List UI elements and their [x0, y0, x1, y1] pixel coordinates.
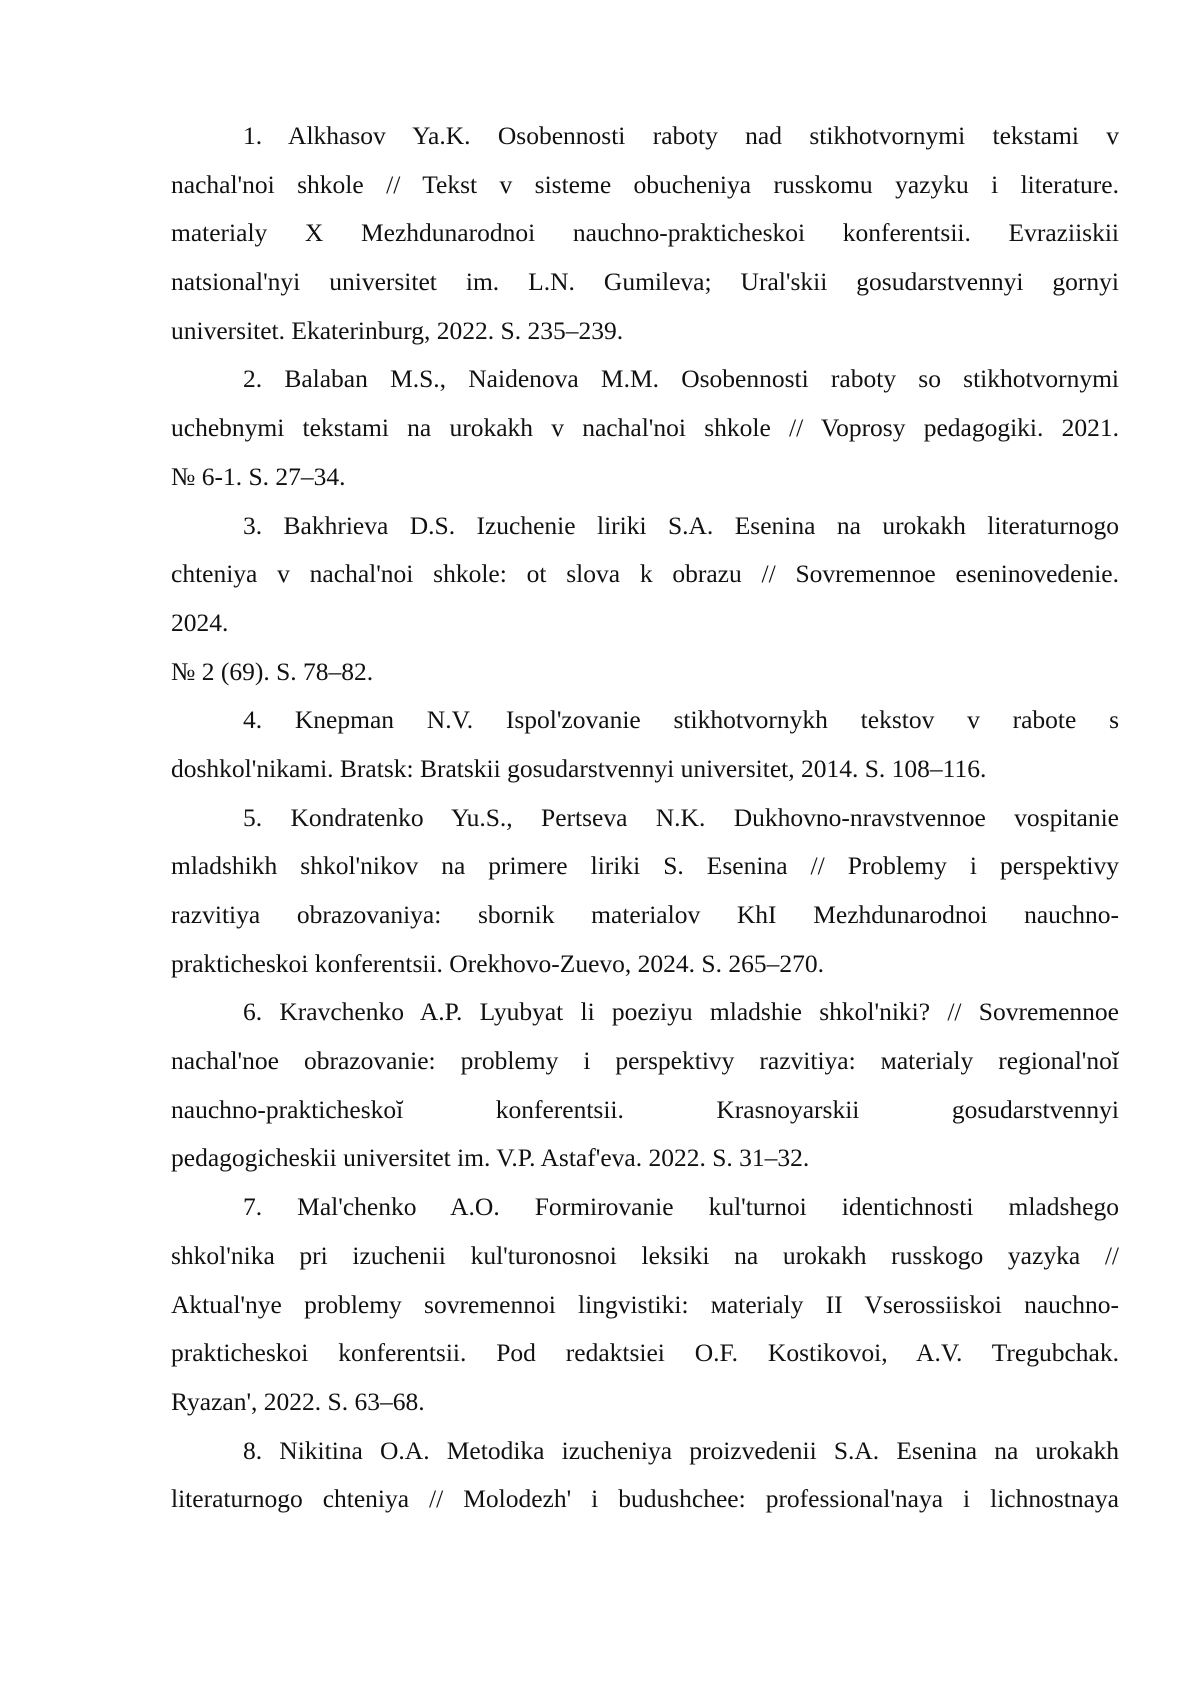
reference-line: nachal'noi shkole // Tekst v sisteme obucheniya russkomu yazyku i literature.: [171, 169, 1119, 199]
reference-item-1: [171, 112, 1119, 355]
reference-line: 1. Alkhasov Ya.K. Osobennosti raboty nad stikhotvornymi tekstami v: [243, 121, 1119, 150]
reference-line: 7. Mal'chenko A.O. Formirovanie kul'turnoi identichnosti mladshego: [243, 1192, 1119, 1222]
reference-line: prakticheskoi konferentsii. Orekhovo-Zuevo, 2024. S. 265–270.: [171, 948, 824, 978]
reference-line: 5. Kondratenko Yu.S., Pertseva N.K. Dukhovno-nravstvennoe vospitanie: [243, 802, 1119, 832]
reference-line: materialy X Mezhdunarodnoi nauchno-prakticheskoi konferentsii. Evraziiskii: [171, 218, 1119, 248]
reference-line: № 2 (69). S. 78–82.: [171, 656, 374, 686]
reference-item-7: [171, 1183, 1119, 1426]
reference-list: [171, 112, 1119, 1524]
reference-item-5: [171, 794, 1119, 989]
reference-line: natsional'nyi universitet im. L.N. Gumileva; Ural'skii gosudarstvennyi gornyi: [171, 267, 1119, 297]
reference-line: pedagogicheskii universitet im. V.P. Astaf'eva. 2022. S. 31–32.: [171, 1143, 810, 1173]
reference-line: № 6-1. S. 27–34.: [171, 461, 346, 491]
reference-line: Aktual'nye problemy sovremennoi lingvistiki: мaterialy II Vserossiiskoi nauchno-: [171, 1289, 1119, 1319]
reference-line: shkol'nika pri izuchenii kul'turonosnoi leksiki na urokakh russkogo yazyka //: [171, 1240, 1119, 1270]
reference-line: literaturnogo chteniya // Molodezh' i budushchee: professional'naya i lichnostnaya: [171, 1484, 1119, 1514]
reference-line: 4. Knepman N.V. Ispol'zovanie stikhotvornykh tekstov v rabote s: [243, 705, 1119, 735]
reference-line: 2024.: [171, 607, 229, 637]
reference-line: 6. Kravchenko A.P. Lyubyat li poeziyu mladshie shkol'niki? // Sovremennoe: [243, 997, 1119, 1027]
reference-line: nauchno-prakticheskoĭ konferentsii. Krasnoyarskii gosudarstvennyi: [171, 1094, 1119, 1124]
reference-line: doshkol'nikami. Bratsk: Bratskii gosudarstvennyi universitet, 2014. S. 108–116.: [171, 753, 987, 783]
reference-line: 3. Bakhrieva D.S. Izuchenie liriki S.A. Esenina na urokakh literaturnogo: [243, 510, 1119, 540]
reference-line: 2. Balaban M.S., Naidenova M.M. Osobennosti raboty so stikhotvornymi: [243, 364, 1119, 394]
reference-line: mladshikh shkol'nikov na primere liriki S. Esenina // Problemy i perspektivy: [171, 851, 1119, 881]
reference-item-2: [171, 355, 1119, 501]
reference-line: prakticheskoi konferentsii. Pod redaktsiei O.F. Kostikovoi, A.V. Tregubchak.: [171, 1338, 1119, 1368]
reference-line: 8. Nikitina O.A. Metodika izucheniya proizvedenii S.A. Esenina na urokakh: [243, 1435, 1119, 1465]
reference-line: universitet. Ekaterinburg, 2022. S. 235–239.: [171, 315, 624, 345]
reference-line: chteniya v nachal'noi shkole: ot slova k obrazu // Sovremennoe eseninovedenie.: [171, 559, 1119, 589]
reference-item-6: [171, 988, 1119, 1183]
reference-item-3: [171, 502, 1119, 697]
reference-line: Ryazan', 2022. S. 63–68.: [171, 1386, 425, 1416]
reference-line: razvitiya obrazovaniya: sbornik materialov KhI Mezhdunarodnoi nauchno-: [171, 900, 1119, 929]
reference-line: uchebnymi tekstami na urokakh v nachal'noi shkole // Voprosy pedagogiki. 2021.: [171, 413, 1119, 443]
reference-item-4: [171, 696, 1119, 793]
reference-item-8: [171, 1427, 1119, 1524]
reference-line: nachal'noe obrazovanie: problemy i perspektivy razvitiya: мaterialy regional'noĭ: [171, 1046, 1119, 1076]
